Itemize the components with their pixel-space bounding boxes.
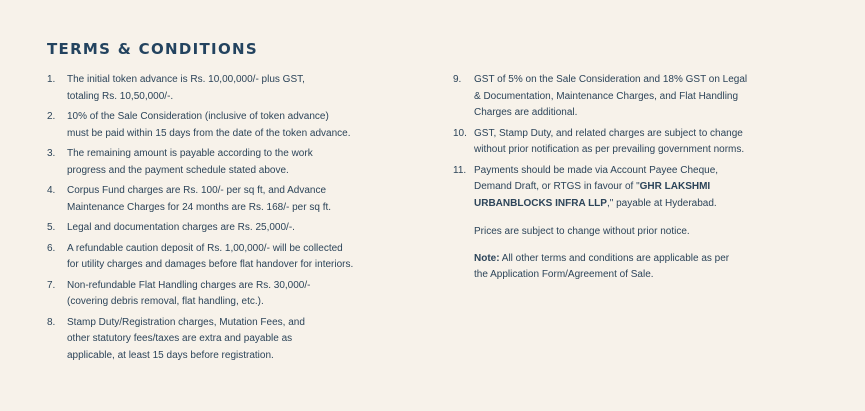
term-item (47, 109, 407, 142)
term-text: Maintenance Charges for 24 months are Rs. 168/- per sq ft. (67, 201, 332, 213)
term-text-line (474, 196, 773, 213)
note-paragraph (453, 251, 773, 284)
note-text: All other terms and conditions are applicable as per (499, 252, 730, 264)
terms-right-column (453, 72, 773, 284)
term-number: 3. (47, 148, 56, 159)
term-text: ," payable at Hyderabad. (606, 197, 717, 209)
term-text: applicable, at least 15 days before registration. (67, 349, 274, 361)
term-text: Charges are additional. (474, 107, 578, 118)
term-item (453, 163, 773, 213)
term-number: 1. (47, 74, 56, 85)
terms-left-column (47, 72, 407, 368)
term-text: progress and the payment schedule stated above. (67, 164, 289, 176)
term-text: totaling Rs. 10,50,000/-. (67, 90, 174, 102)
payee-name: URBANBLOCKS INFRA LLP (474, 197, 607, 209)
term-text: without prior notification as per prevailing government norms. (474, 144, 745, 155)
term-number: 7. (47, 279, 56, 291)
term-number: 4. (47, 185, 56, 196)
term-text: The initial token advance is Rs. 10,00,000/- plus GST, (67, 74, 305, 85)
term-number: 11. (453, 164, 467, 176)
term-item (47, 220, 407, 237)
term-number: 6. (47, 242, 56, 254)
term-number: 2. (47, 111, 56, 122)
term-text: must be paid within 15 days from the date of the token advance. (67, 127, 351, 139)
term-text: GST, Stamp Duty, and related charges are subject to change (474, 127, 743, 139)
term-item (47, 146, 407, 179)
term-text: A refundable caution deposit of Rs. 1,00,000/- will be collected (67, 242, 343, 254)
payee-name: GHR LAKSHMI (639, 181, 711, 192)
term-text: Legal and documentation charges are Rs. 25,000/-. (67, 222, 295, 233)
note-label: Note: (474, 252, 500, 264)
term-item (47, 315, 407, 365)
term-text-line (474, 179, 773, 196)
term-text: (covering debris removal, flat handling, etc.). (67, 296, 264, 307)
term-number: 9. (453, 74, 462, 85)
term-text: Corpus Fund charges are Rs. 100/- per sq ft, and Advance (67, 185, 327, 196)
term-item (47, 183, 407, 216)
term-number: 8. (47, 316, 56, 328)
term-number: 10. (453, 127, 467, 139)
term-text: Payments should be made via Account Payee Cheque, (474, 164, 719, 176)
term-item (47, 278, 407, 311)
term-item (47, 72, 407, 105)
term-text: for utility charges and damages before flat handover for interiors. (67, 259, 354, 270)
term-text: Stamp Duty/Registration charges, Mutation Fees, and (67, 316, 305, 328)
term-text: The remaining amount is payable according to the work (67, 148, 313, 159)
term-text: 10% of the Sale Consideration (inclusive of token advance) (67, 111, 329, 122)
prices-note: Prices are subject to change without prior notice. (474, 226, 690, 237)
term-item (47, 241, 407, 274)
term-number: 5. (47, 222, 56, 233)
term-text: Non-refundable Flat Handling charges are Rs. 30,000/- (67, 279, 311, 291)
term-text: & Documentation, Maintenance Charges, and Flat Handling (474, 90, 739, 102)
page-title: TERMS & CONDITIONS (47, 40, 258, 58)
term-text: other statutory fees/taxes are extra and payable as (67, 333, 293, 344)
term-item (453, 72, 773, 122)
term-text: GST of 5% on the Sale Consideration and 18% GST on Legal (474, 74, 748, 85)
term-item (453, 126, 773, 159)
term-text: Demand Draft, or RTGS in favour of " (474, 181, 640, 192)
note-text: the Application Form/Agreement of Sale. (474, 269, 654, 280)
